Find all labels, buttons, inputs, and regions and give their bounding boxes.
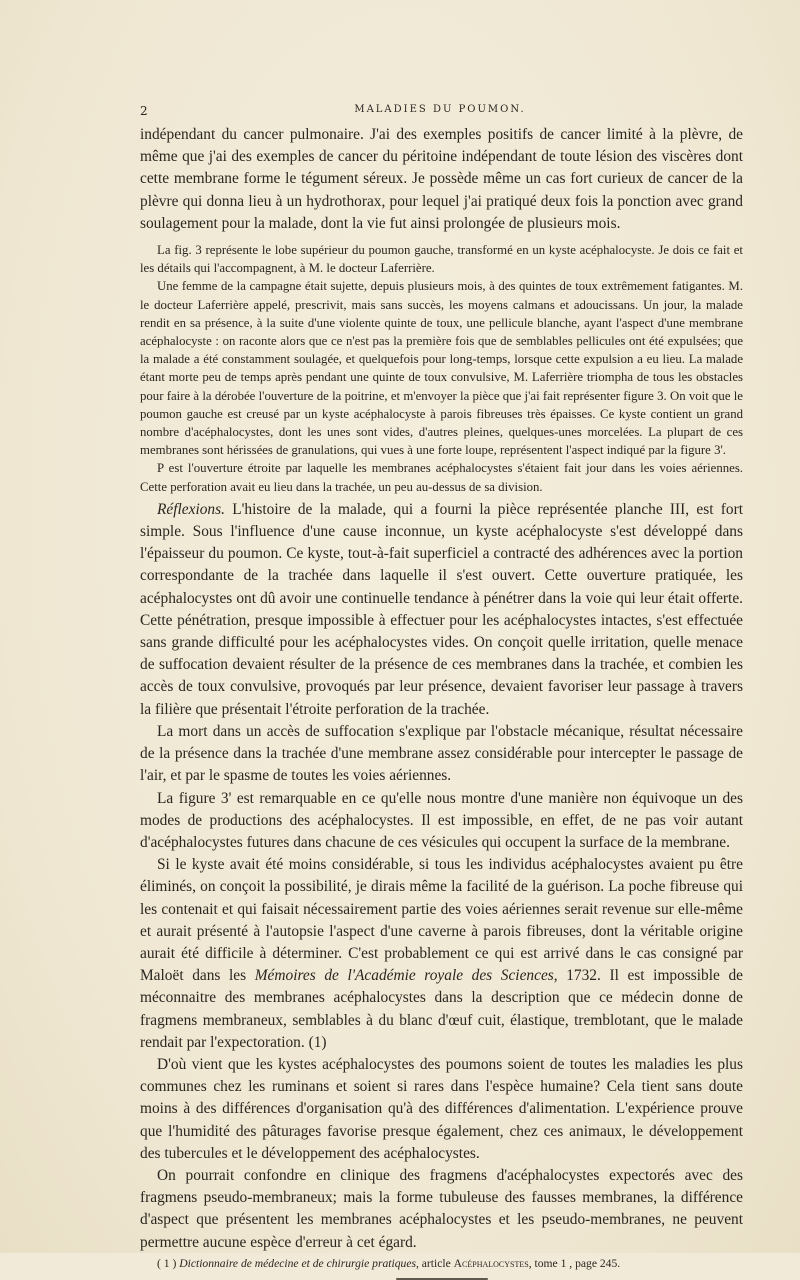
footnote-text-2: , tome 1 , page 245. [528,1256,621,1270]
kyste-text-2: , 1732. Il est impossible de méconnaitre des membranes acéphalocystes dans la description que ce médecin donne de fragmens membraneux, semblables à du blanc d'œuf cuit, élastique, tremblotant, que le malade rendait par l'expectoration. (1) [140,967,743,1051]
paragraph-figure-intro: La fig. 3 représente le lobe supérieur du poumon gauche, transformé en un kyste acéphalocyste. Je dois ce fait et les détails qui l'accompagnent, à M. le docteur Laferrière. [140,243,743,276]
footnote-marker: ( 1 ) [157,1256,177,1270]
reflexions-heading: Réflexions. [157,500,225,518]
kyste-citation: Mémoires de l'Académie royale des Sciences [254,967,554,985]
page-header [140,104,740,124]
footnote-article: Acéphalocystes [453,1256,529,1270]
paragraph-confondre: On pourrait confondre en clinique des fragmens d'acéphalocystes expectorés avec des fragmens pseudo-membraneux; mais la forme tubuleuse des fausses membranes, la différence d'aspect que présentent les membranes acéphalocystes et les pseudo-membranes, ne peuvent permettre aucune espèce d'erreur à cet égard. [140,1166,743,1251]
footnote-title: Dictionnaire de médecine et de chirurgie pratiques [179,1256,416,1270]
closing-rule [396,1278,488,1280]
paragraph-perforation: P est l'ouverture étroite par laquelle les membranes acéphalocystes s'étaient fait jour dans les voies aériennes. Cette perforation avait eu lieu dans la trachée, un peu au-dessus de sa division. [140,461,743,494]
paragraph-figure3: La figure 3' est remarquable en ce qu'elle nous montre d'une manière non équivoque un des modes de productions des acéphalocystes. Il est impossible, en effet, de ne pas voir autant d'acéphalocystes futures dans chacune de ces vésicules qui occupent la surface de la membrane. [140,789,743,851]
paragraph-reflexions [140,499,743,721]
paragraph-case: Une femme de la campagne était sujette, depuis plusieurs mois, à des quintes de toux extrêmement fatigantes. M. le docteur Laferrière appelé, prescrivit, mais sans succès, les moyens calmans et adoucissans. Un jour, la malade rendit en sa présence, à la suite d'une violente quinte de toux, une pellicule blanche, ayant l'aspect d'une membrane acéphalocyste : on raconte alors que ce n'est pas la première fois que de semblables pellicules ont été expulsées; que la malade a été constamment soulagée, et quelquefois pour long-temps, lorsque cette expulsion a eu lieu. La malade étant morte peu de temps après pendant une quinte de toux convulsive, M. Laferrière triompha de tous les obstacles pour faire à la dérobée l'ouverture de la poitrine, et m'envoyer la pièce que j'ai fait représenter figure 3. On voit que le poumon gauche est creusé par un kyste acéphalocyste à parois fibreuses très épaisses. Ce kyste contient un grand nombre d'acéphalocystes, dont les unes sont vides, d'autres pleines, quelques-unes morcelées. La plupart de ces membranes sont hérissées de granulations, qui vues à une forte loupe, représentent l'aspect indiqué par la figure 3'. [140,279,743,458]
running-title: MALADIES DU POUMON. [354,104,526,115]
page-number: 2 [140,104,149,118]
paragraph-mort: La mort dans un accès de suffocation s'explique par l'obstacle mécanique, résultat nécessaire de la présence dans la trachée d'une membrane assez considérable pour intercepter le passage de l'air, et par le spasme de toutes les voies aériennes. [140,722,743,785]
paragraph-kystes: D'où vient que les kystes acéphalocystes des poumons soient de toutes les maladies les plus communes chez les ruminans et soient si rares dans l'espèce humaine? Cela tient sans doute moins à des différences d'organisation qu'à des différences d'alimentation. L'expérience prouve que l'humidité des pâturages favorise presque également, chez ces animaux, le développement des tubercules et le développement des acéphalocystes. [140,1055,743,1162]
footnote [140,1256,743,1272]
paragraph-kyste [140,854,743,1054]
page-content [140,124,743,1280]
footnote-text-1: , article [415,1256,454,1270]
paragraph-intro: indépendant du cancer pulmonaire. J'ai des exemples positifs de cancer limité à la plèvre, de même que j'ai des exemples de cancer du péritoine indépendant de toute lésion des viscères dont cette membrane forme le tégument séreux. Je possède même un cas fort curieux de cancer de la plèvre qui donna lieu à un hydrothorax, pour lequel j'ai pratiqué deux fois la ponction avec grand soulagement pour la malade, dont la vie fut ainsi prolongée de plusieurs mois. [140,126,743,232]
reflexions-text: L'histoire de la malade, qui a fourni la pièce représentée planche III, est fort simple. Sous l'influence d'une cause inconnue, un kyste acéphalocyste s'est développé dans l'épaisseur du poumon. Ce kyste, tout-à-fait superficiel a contracté des adhérences avec la portion correspondante de la trachée dans laquelle il s'est ouvert. Cette ouverture pratiquée, les acéphalocystes ont dû avoir une continuelle tendance à pénétrer dans la voie qui leur était offerte. Cette pénétration, presque impossible à effectuer pour les acéphalocystes intactes, s'est effectuée sans grande difficulté pour les acéphalocystes vides. On conçoit quelle irritation, quelle menace de suffocation devaient résulter de la présence de ces membranes dans la trachée, et combien les accès de toux convulsive, provoqués par leur présence, devaient favoriser leur passage à travers la filière que présentait l'étroite perforation de la trachée. [140,500,743,718]
kyste-text-1: Si le kyste avait été moins considérable, si tous les individus acéphalocystes avaient pu être éliminés, on conçoit la possibilité, je dirais même la facilité de la guérison. La poche fibreuse qui les contenait et qui faisait nécessairement partie des voies aériennes serait revenue sur elle-même et aurait présenté à l'autopsie l'aspect d'une caverne à parois fibreuses, dont la véritable origine aurait été difficile à déterminer. C'est probablement ce qui est arrivé dans le cas consigné par Maloët dans les [140,856,743,985]
